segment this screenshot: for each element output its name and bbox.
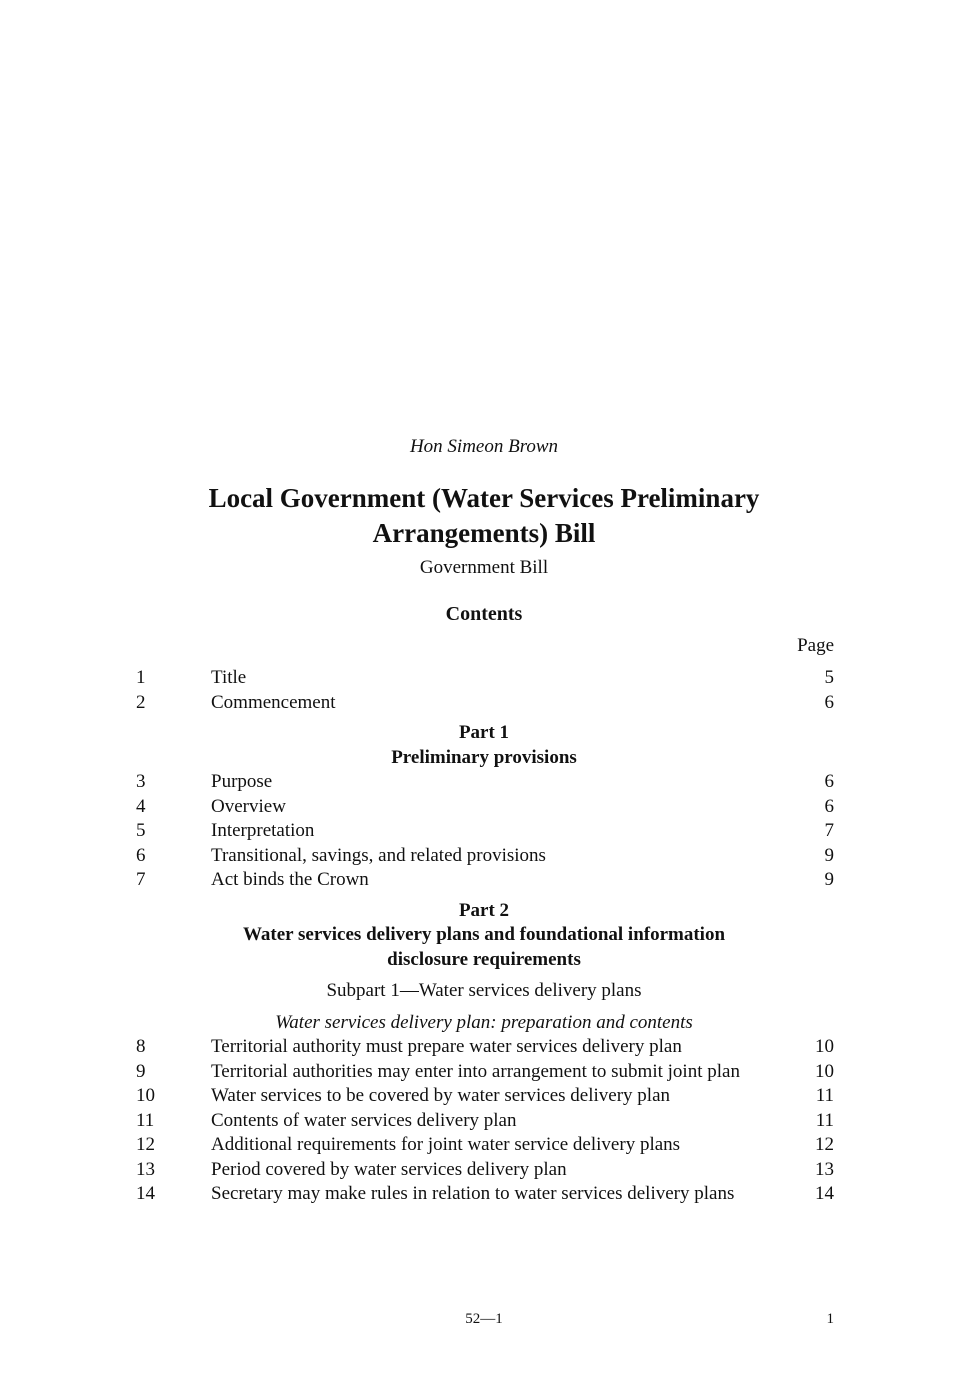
sponsor-name: Hon Simeon Brown <box>409 436 559 457</box>
toc-entry-label: Water services to be covered by water services delivery plan <box>211 1085 671 1106</box>
toc-entry-page: 12 <box>815 1134 834 1155</box>
page-column-label: Page <box>797 635 834 656</box>
toc-entry-label: Contents of water services delivery plan <box>211 1109 517 1131</box>
toc-entry-number: 12 <box>136 1134 155 1155</box>
toc-entry-number: 5 <box>136 820 146 841</box>
toc-entry-number: 3 <box>136 771 146 792</box>
part-number: Part 2 <box>458 899 510 921</box>
toc-entry[interactable] <box>0 1182 968 1207</box>
toc-entry-number: 1 <box>136 667 146 688</box>
toc-entry-page: 6 <box>824 771 834 792</box>
toc-entry[interactable] <box>0 691 968 716</box>
toc-entry-page: 11 <box>815 1109 834 1131</box>
toc-entry-page: 14 <box>815 1183 834 1204</box>
toc-entry-page: 6 <box>824 691 834 713</box>
toc-entry-number: 11 <box>136 1109 155 1131</box>
toc-entry[interactable] <box>0 819 968 844</box>
toc-entry-label: Transitional, savings, and related provisions <box>211 844 546 866</box>
toc-entry[interactable] <box>0 1060 968 1085</box>
toc-entry-label: Overview <box>211 795 286 817</box>
part-name: Water services delivery plans and foundational information disclosure requirements <box>242 924 726 970</box>
toc-entry-number: 7 <box>136 869 146 890</box>
toc-entry-number: 2 <box>136 691 146 713</box>
toc-entry-page: 10 <box>815 1036 834 1057</box>
part-name: Preliminary provisions <box>391 746 577 768</box>
toc-entry-page: 11 <box>815 1085 834 1106</box>
toc-entry-label: Period covered by water services delivery plan <box>211 1158 567 1180</box>
toc-entry-page: 5 <box>824 667 834 688</box>
toc-entry-number: 8 <box>136 1036 146 1057</box>
toc-entry-number: 4 <box>136 795 146 817</box>
bill-title: Local Government (Water Services Preliminary Arrangements) Bill <box>208 483 760 548</box>
toc-entry[interactable] <box>0 1109 968 1134</box>
toc-entry-label: Territorial authorities may enter into arrangement to submit joint plan <box>211 1060 740 1082</box>
toc-entry-label: Territorial authority must prepare water services delivery plan <box>211 1036 682 1057</box>
toc-entry-label: Purpose <box>211 771 273 792</box>
toc-entry-number: 10 <box>136 1085 155 1106</box>
bill-number: 52—1 <box>465 1311 503 1327</box>
toc-entry-page: 9 <box>824 869 834 890</box>
toc-entry-label: Commencement <box>211 691 336 713</box>
toc-entry[interactable] <box>0 1158 968 1183</box>
part-number: Part 1 <box>458 722 510 743</box>
page-number: 1 <box>826 1311 834 1327</box>
toc-entry-label: Secretary may make rules in relation to water services delivery plans <box>211 1183 735 1204</box>
toc-entry[interactable] <box>0 1035 968 1060</box>
toc-entry-page: 6 <box>824 795 834 817</box>
part-heading <box>0 893 968 973</box>
toc-entry-page: 13 <box>815 1158 834 1180</box>
toc-entry[interactable] <box>0 666 968 691</box>
toc-entry-label: Title <box>211 667 247 688</box>
bill-type: Government Bill <box>419 557 549 578</box>
toc-entry-label: Interpretation <box>211 820 315 841</box>
cross-heading: Water services delivery plan: preparation and contents <box>275 1011 693 1033</box>
toc-entry-label: Act binds the Crown <box>211 869 369 890</box>
toc-entry-number: 9 <box>136 1060 146 1082</box>
toc-entry-page: 9 <box>824 844 834 866</box>
toc-entry-number: 13 <box>136 1158 155 1180</box>
toc-entry[interactable] <box>0 770 968 795</box>
toc-entry-label: Additional requirements for joint water service delivery plans <box>211 1134 681 1155</box>
toc-entry[interactable] <box>0 1084 968 1109</box>
toc-entry-number: 14 <box>136 1183 155 1204</box>
toc-entry-page: 7 <box>824 820 834 841</box>
table-of-contents <box>0 666 968 1207</box>
toc-entry-page: 10 <box>815 1060 834 1082</box>
toc-entry[interactable] <box>0 844 968 869</box>
toc-entry[interactable] <box>0 1133 968 1158</box>
toc-entry[interactable] <box>0 795 968 820</box>
part-heading <box>0 715 968 770</box>
toc-entry-number: 6 <box>136 844 146 866</box>
contents-heading: Contents <box>445 603 523 625</box>
subpart-heading: Subpart 1—Water services delivery plans <box>326 980 642 1001</box>
toc-entry[interactable] <box>0 868 968 893</box>
